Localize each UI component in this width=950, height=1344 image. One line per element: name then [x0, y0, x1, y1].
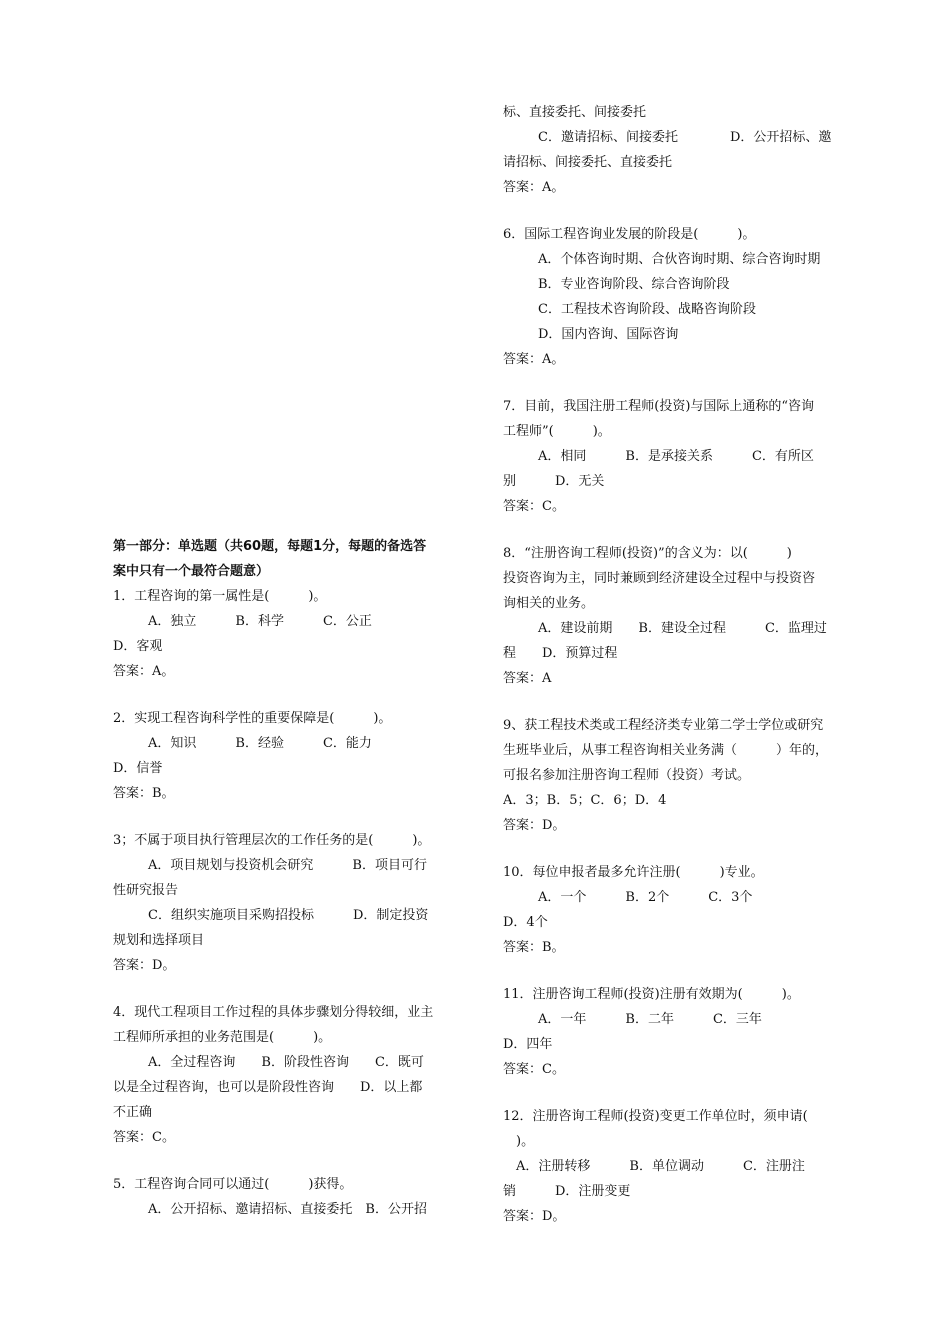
question-spacer [113, 684, 468, 706]
question-spacer [113, 806, 468, 828]
question-text: 可报名参加注册咨询工程师（投资）考试。 [503, 768, 751, 783]
question-text: 10．每位申报者最多允许注册( )专业。 [503, 865, 764, 880]
right-question-list [503, 100, 858, 1229]
question-block [503, 394, 858, 519]
question-text: 以是全过程咨询，也可以是阶段性咨询 D．以上都 [113, 1080, 423, 1095]
question-text: 1．工程咨询的第一属性是( )。 [113, 589, 327, 604]
question-text: 别 D．无关 [503, 474, 605, 489]
question-text: 9、获工程技术类或工程经济类专业第二学士学位或研究 [503, 718, 824, 733]
answer-line: 答案：D。 [503, 1209, 566, 1224]
question-spacer [503, 519, 858, 541]
answer-line: 答案：A。 [503, 180, 565, 195]
question-block [113, 706, 468, 806]
answer-line: 答案：A。 [113, 664, 175, 679]
question-text: 3；不属于项目执行管理层次的工作任务的是( )。 [113, 833, 431, 848]
option-line: A．个体咨询时期、合伙咨询时期、综合咨询时期 [538, 252, 821, 267]
question-block [113, 1000, 468, 1150]
question-spacer [113, 978, 468, 1000]
left-column [113, 534, 468, 1222]
section-heading [113, 534, 468, 584]
answer-line: 答案：B。 [503, 940, 565, 955]
question-text: 性研究报告 [113, 883, 179, 898]
question-text: 不正确 [113, 1105, 153, 1120]
question-text: 销 D．注册变更 [503, 1184, 631, 1199]
option-line: B．专业咨询阶段、综合咨询阶段 [538, 277, 730, 292]
option-line: A．一个 B．2个 C．3个 [538, 890, 753, 905]
answer-line: 答案：D。 [503, 818, 566, 833]
question-text: D．四年 [503, 1037, 553, 1052]
question-text: 7．目前，我国注册工程师(投资)与国际上通称的“咨询 [503, 399, 815, 414]
question-text: 标、直接委托、间接委托 [503, 105, 647, 120]
question-block [503, 982, 858, 1082]
question-text: 5．工程咨询合同可以通过( )获得。 [113, 1177, 353, 1192]
answer-line: 答案：A。 [503, 352, 565, 367]
question-block [503, 541, 858, 691]
question-spacer [503, 960, 858, 982]
question-text: 询相关的业务。 [503, 596, 595, 611]
question-text: )。 [503, 1134, 535, 1149]
question-text: 8．“注册咨询工程师(投资)”的含义为：以( ) [503, 546, 792, 561]
section-heading-line: 第一部分：单选题（共60题，每题1分，每题的备选答 [113, 539, 427, 554]
question-spacer [503, 1082, 858, 1104]
question-spacer [503, 691, 858, 713]
question-block [113, 828, 468, 978]
answer-line: 答案：D。 [113, 958, 176, 973]
question-spacer [503, 200, 858, 222]
option-line: A．独立 B．科学 C．公正 [148, 614, 372, 629]
answer-line: 答案：B。 [113, 786, 175, 801]
question-text: 规划和选择项目 [113, 933, 205, 948]
question-block [113, 1172, 468, 1222]
option-line: C．组织实施项目采购招投标 D．制定投资 [148, 908, 429, 923]
answer-line: 答案：C。 [503, 499, 565, 514]
question-block [503, 222, 858, 372]
right-column [503, 100, 858, 1229]
option-line: A．相同 B．是承接关系 C．有所区 [538, 449, 814, 464]
question-text: 工程师所承担的业务范围是( )。 [113, 1030, 332, 1045]
question-text: 2．实现工程咨询科学性的重要保障是( )。 [113, 711, 392, 726]
question-text: 程 D．预算过程 [503, 646, 618, 661]
option-line: A．建设前期 B．建设全过程 C．监理过 [538, 621, 827, 636]
question-text: 12．注册咨询工程师(投资)变更工作单位时，须申请( [503, 1109, 808, 1124]
option-line: A．公开招标、邀请招标、直接委托 B．公开招 [148, 1202, 427, 1217]
question-block [503, 100, 858, 200]
left-question-list [113, 584, 468, 1222]
question-block [503, 1104, 858, 1229]
question-spacer [503, 838, 858, 860]
option-line: D．国内咨询、国际咨询 [538, 327, 679, 342]
question-block [503, 713, 858, 838]
question-spacer [113, 1150, 468, 1172]
option-line: C．工程技术咨询阶段、战略咨询阶段 [538, 302, 756, 317]
answer-line: 答案：C。 [503, 1062, 565, 1077]
question-text: 4．现代工程项目工作过程的具体步骤划分得较细，业主 [113, 1005, 434, 1020]
question-block [113, 584, 468, 684]
question-block [503, 860, 858, 960]
question-text: 6．国际工程咨询业发展的阶段是( )。 [503, 227, 756, 242]
question-text: 工程师”( )。 [503, 424, 611, 439]
option-line: A．一年 B．二年 C．三年 [538, 1012, 762, 1027]
question-text: 请招标、间接委托、直接委托 [503, 155, 673, 170]
answer-line: 答案：C。 [113, 1130, 175, 1145]
question-text: A．3；B．5；C．6；D．4 [503, 793, 667, 808]
option-line: C．邀请招标、间接委托 D．公开招标、邀 [538, 130, 832, 145]
answer-line: 答案：A [503, 671, 552, 686]
option-line: A．知识 B．经验 C．能力 [148, 736, 372, 751]
question-text: D．4个 [503, 915, 548, 930]
question-text: D．客观 [113, 639, 163, 654]
option-line: A．全过程咨询 B．阶段性咨询 C．既可 [148, 1055, 424, 1070]
section-heading-line: 案中只有一个最符合题意） [113, 564, 270, 579]
question-text: 生班毕业后，从事工程咨询相关业务满（ ）年的， [503, 743, 829, 758]
question-text: 11．注册咨询工程师(投资)注册有效期为( )。 [503, 987, 800, 1002]
question-text: 投资咨询为主，同时兼顾到经济建设全过程中与投资咨 [503, 571, 816, 586]
question-spacer [503, 372, 858, 394]
option-line: A．项目规划与投资机会研究 B．项目可行 [148, 858, 427, 873]
question-text: D．信誉 [113, 761, 163, 776]
option-line: A．注册转移 B．单位调动 C．注册注 [516, 1159, 805, 1174]
